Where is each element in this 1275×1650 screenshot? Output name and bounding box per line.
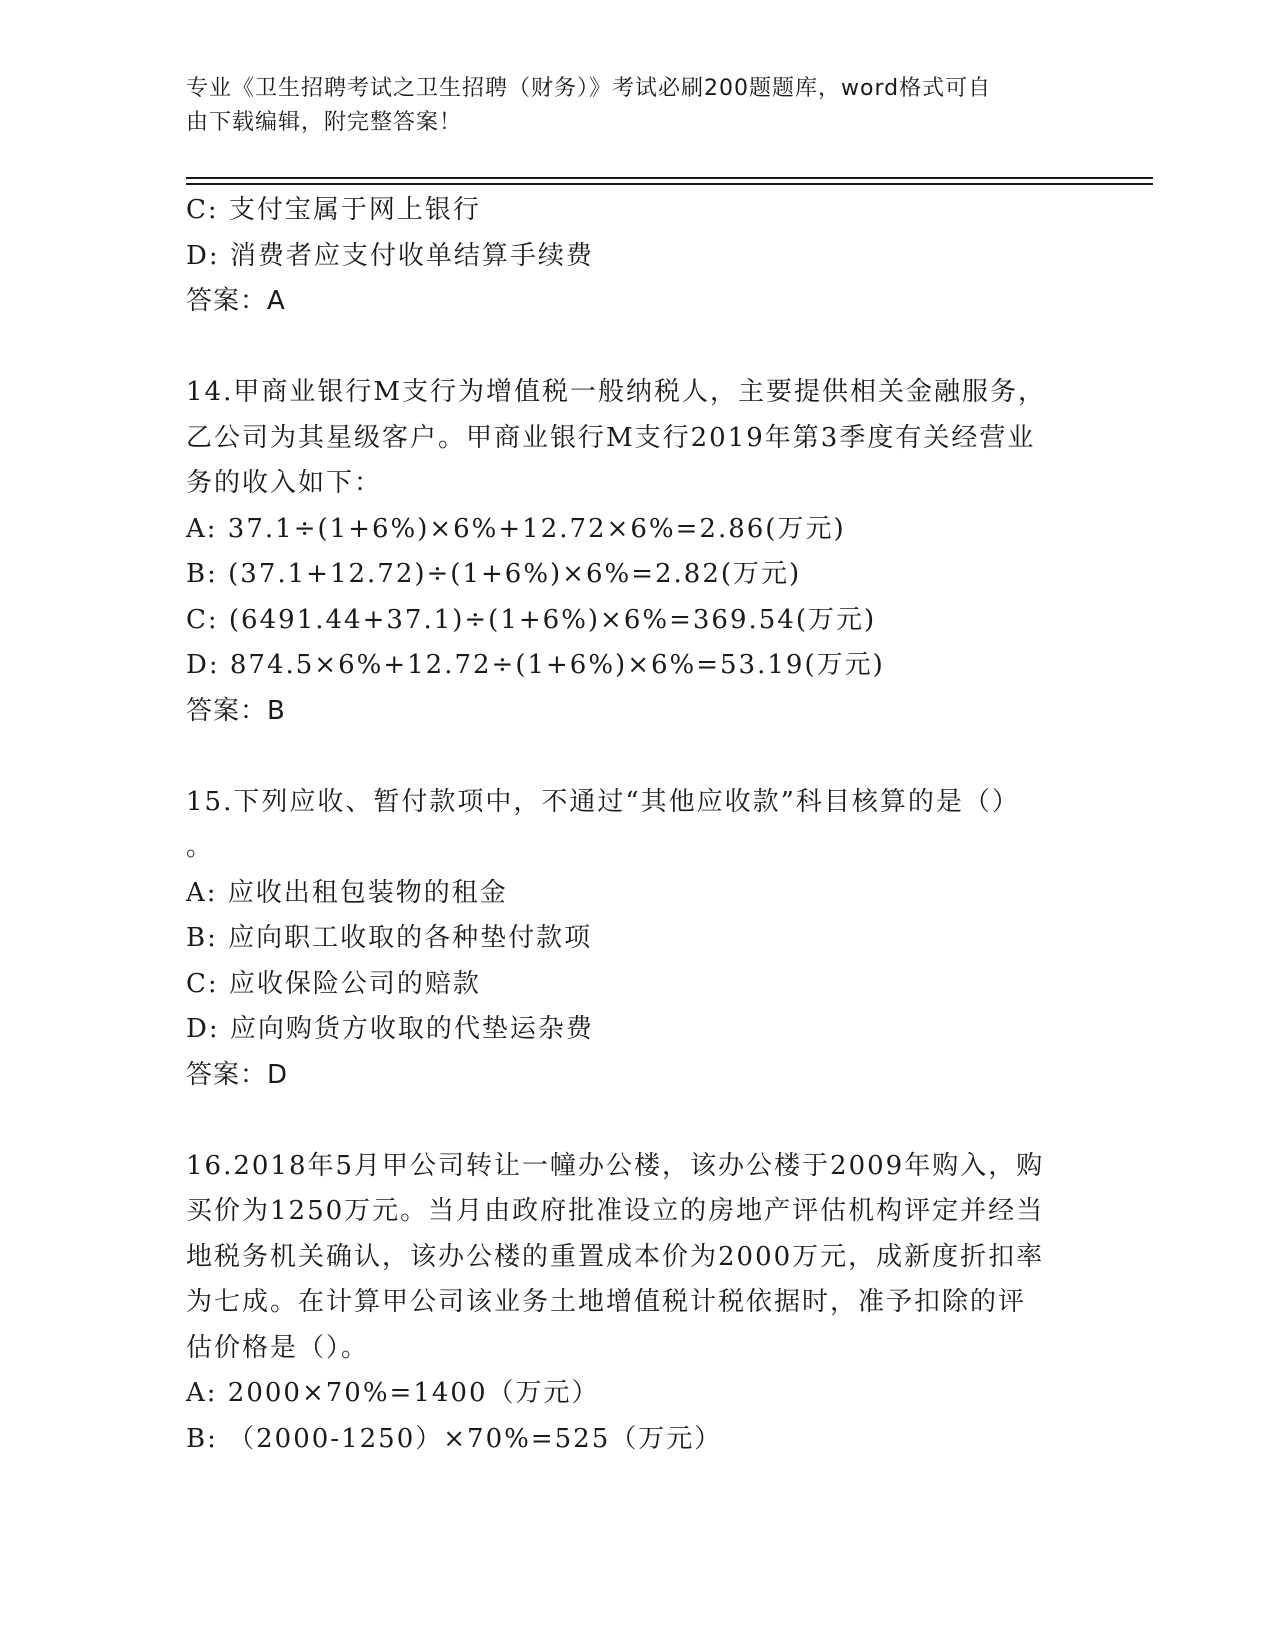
spacer: [186, 1098, 1086, 1144]
question-15-text: 。: [186, 832, 215, 862]
question-16-text: 买价为1250万元。当月由政府批准设立的房地产评估机构评定并经当: [186, 1196, 1045, 1226]
header-line: 专业《卫生招聘考试之卫生招聘（财务）》考试必刷200题题库，word格式可自: [186, 76, 992, 101]
spacer: [186, 325, 1086, 371]
question-14-text: 乙公司为其星级客户。甲商业银行M支行2019年第3季度有关经营业: [186, 422, 1036, 453]
answer-label: 答案：D: [186, 1059, 289, 1090]
option-d: D: 应向购货方收取的代垫运杂费: [186, 1014, 594, 1044]
question-16-text: 16.2018年5月甲公司转让一幢办公楼，该办公楼于2009年购入，购: [186, 1150, 1045, 1181]
option-a: A: 37.1÷(1+6%)×6%+12.72×6%=2.86(万元): [186, 513, 846, 544]
header-rule-top: [186, 177, 1153, 179]
question-16-text: 为七成。在计算甲公司该业务土地增值税计税依据时，准予扣除的评: [186, 1287, 1027, 1317]
option-d: D: 消费者应支付收单结算手续费: [186, 240, 594, 271]
option-c: C: 支付宝属于网上银行: [186, 195, 481, 225]
option-b: B: (37.1+12.72)÷(1+6%)×6%=2.82(万元): [186, 559, 802, 589]
header-rule-bottom: [186, 183, 1153, 185]
option-a: A: 应收出租包装物的租金: [186, 877, 508, 908]
option-c: C: 应收保险公司的赔款: [186, 968, 481, 999]
option-b: B: （2000-1250）×70%=525（万元）: [186, 1423, 723, 1454]
option-d: D: 874.5×6%+12.72÷(1+6%)×6%=53.19(万元): [186, 650, 885, 680]
spacer: [186, 734, 1086, 780]
question-15-text: 15.下列应收、暂付款项中，不通过“其他应收款”科目核算的是（）: [186, 786, 1020, 817]
question-16-text: 地税务机关确认，该办公楼的重置成本价为2000万元，成新度折扣率: [186, 1241, 1045, 1272]
option-b: B: 应向职工收取的各种垫付款项: [186, 923, 593, 953]
option-a: A: 2000×70%=1400（万元）: [186, 1378, 600, 1408]
header-line: 由下载编辑，附完整答案！: [186, 110, 463, 135]
question-14-text: 14.甲商业银行M支行为增值税一般纳税人，主要提供相关金融服务，: [186, 377, 1046, 407]
answer-label: 答案：B: [186, 695, 286, 726]
question-16-text: 估价格是（）。: [186, 1332, 370, 1363]
answer-label: 答案：A: [186, 286, 286, 316]
option-c: C: (6491.44+37.1)÷(1+6%)×6%=369.54(万元): [186, 604, 877, 635]
question-14-text: 务的收入如下：: [186, 468, 383, 498]
question-list: [186, 188, 1086, 1462]
document-header: [186, 72, 1066, 140]
